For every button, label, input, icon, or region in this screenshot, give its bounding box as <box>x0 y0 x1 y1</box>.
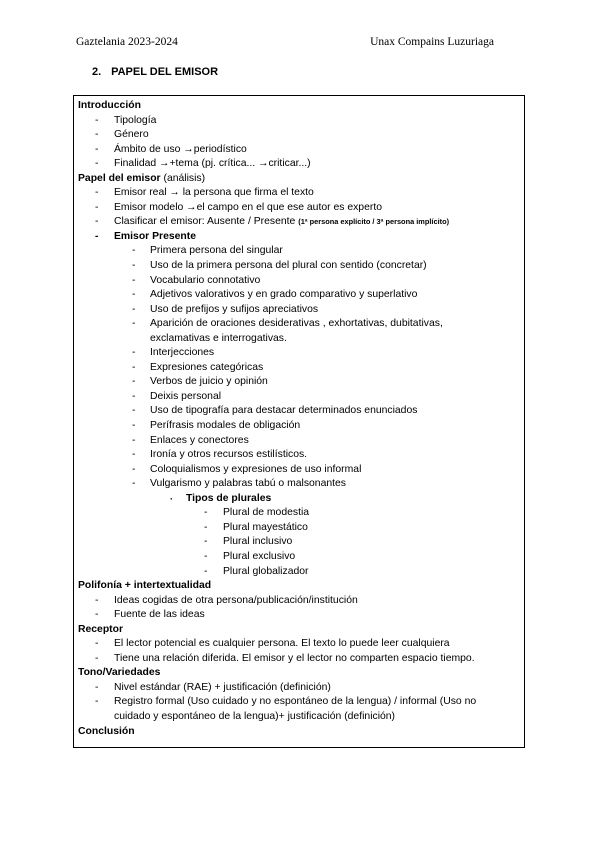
list-item: - Género <box>95 129 149 141</box>
list-item: - Tiene una relación diferida. El emisor y el lector no comparten espacio tiempo. <box>95 652 475 664</box>
list-item: - Aparición de oraciones desiderativas , exhortativas, dubitativas, <box>132 318 443 330</box>
list-item: - Plural exclusivo <box>204 550 296 562</box>
list-item: - Expresiones categóricas <box>132 361 264 373</box>
list-item: - Registro formal (Uso cuidado y no espontáneo de la lengua) / informal (Uso no <box>95 696 477 708</box>
list-item: - Primera persona del singular <box>132 245 283 257</box>
section-title-text: PAPEL DEL EMISOR <box>111 66 219 78</box>
heading-tono: Tono/Variedades <box>78 667 161 679</box>
outline-box <box>73 95 525 748</box>
list-item: - Vocabulario connotativo <box>132 274 261 286</box>
list-item: - Plural de modestia <box>204 507 310 519</box>
list-item-emisor-presente: - Emisor Presente <box>95 230 197 242</box>
list-item: - Emisor real → la persona que firma el texto <box>95 187 314 199</box>
heading-polifonia: Polifonía + intertextualidad <box>78 580 212 592</box>
list-item: - Fuente de las ideas <box>95 609 205 621</box>
list-item: - Deixis personal <box>132 390 222 402</box>
header-author: Unax Compains Luzuriaga <box>370 36 494 48</box>
clasificar-note: (1ª persona explícito / 3ª persona implícito) <box>298 217 450 227</box>
section-number: 2. <box>92 66 102 78</box>
list-item: - Tipología <box>95 114 157 126</box>
list-item: - Finalidad →+tema (pj. crítica... →criticar...) <box>95 158 311 170</box>
list-item: - Vulgarismo y palabras tabú o malsonantes <box>132 478 346 490</box>
heading-conclusion: Conclusión <box>78 725 135 737</box>
list-item: - Coloquialismos y expresiones de uso informal <box>132 463 362 475</box>
list-item-continuation: exclamativas e interrogativas. <box>150 332 287 344</box>
list-item: - Ideas cogidas de otra persona/publicación/institución <box>95 594 358 606</box>
heading-papel-emisor: Papel del emisor (análisis) <box>78 172 206 184</box>
list-item: - Clasificar el emisor: Ausente / Presente (1ª persona explícito / 3ª persona implícito) <box>95 216 450 228</box>
list-item: - Perífrasis modales de obligación <box>132 420 301 432</box>
list-item: - Emisor modelo →el campo en el que ese autor es experto <box>95 201 382 213</box>
list-item: - Nivel estándar (RAE) + justificación (definición) <box>95 681 331 693</box>
list-item: - Verbos de juicio y opinión <box>132 376 268 388</box>
list-item: - Uso de prefijos y sufijos apreciativos <box>132 303 319 315</box>
heading-receptor: Receptor <box>78 623 124 635</box>
list-item: - Enlaces y conectores <box>132 434 249 446</box>
list-item: - Ironía y otros recursos estilísticos. <box>132 449 308 461</box>
heading-introduccion: Introducción <box>78 100 141 111</box>
list-item: - Interjecciones <box>132 347 215 359</box>
list-item: - Ámbito de uso →periodístico <box>95 143 247 155</box>
list-item: - Plural inclusivo <box>204 536 293 548</box>
list-item: - Adjetivos valorativos y en grado comparativo y superlativo <box>132 289 418 301</box>
list-item: - El lector potencial es cualquier persona. El texto lo puede leer cualquiera <box>95 638 450 650</box>
list-item: - Uso de la primera persona del plural con sentido (concretar) <box>132 260 427 272</box>
list-item: - Plural mayestático <box>204 521 308 533</box>
section-title <box>92 66 218 78</box>
list-item: - Uso de tipografía para destacar determinados enunciados <box>132 405 418 417</box>
list-item: - Plural globalizador <box>204 565 309 577</box>
list-item-tipos-plurales: · Tipos de plurales <box>170 492 272 504</box>
list-item-continuation: cuidado y espontáneo de la lengua)+ justificación (definición) <box>114 710 396 722</box>
header-course: Gaztelania 2023-2024 <box>76 36 178 48</box>
